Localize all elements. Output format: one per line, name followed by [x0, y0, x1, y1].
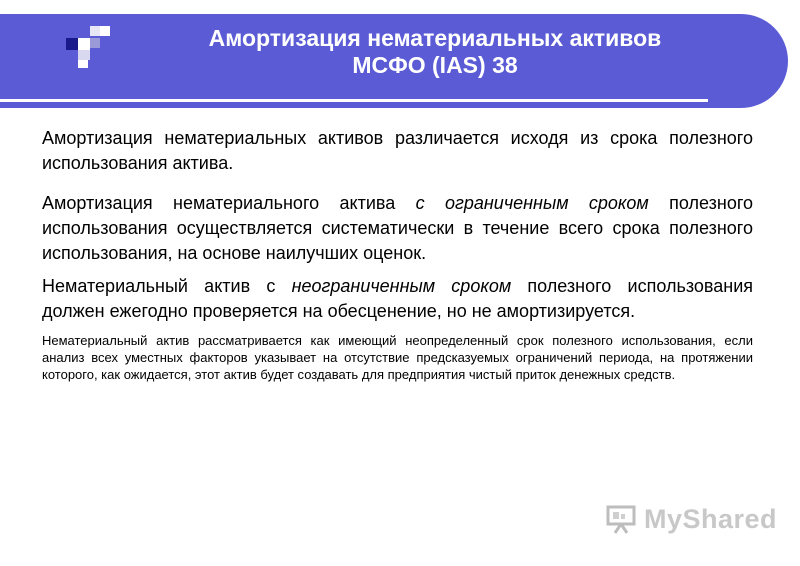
- paragraph-limited-term: [42, 191, 753, 266]
- watermark-text: MyShared: [644, 504, 778, 534]
- myshared-watermark: [606, 502, 778, 538]
- text-run: Амортизация нематериального актива: [42, 193, 416, 213]
- slide-body: [42, 126, 753, 383]
- text-run: Нематериальный актив с: [42, 276, 292, 296]
- emphasis-unlimited-term: неограниченным сроком: [291, 276, 512, 296]
- checker-squares-icon: [66, 24, 112, 70]
- text-run: полезного использования осуществляется систематически в течение всего срока полезного использования, на основе наилучших оценок.: [42, 193, 754, 263]
- emphasis-limited-term: с ограниченным сроком: [415, 193, 649, 213]
- page-title: [140, 25, 730, 79]
- text-run: полезного использования должен ежегодно проверяется на обесценение, но не амортизируется.: [42, 276, 753, 321]
- paragraph-unlimited-term: [42, 274, 753, 324]
- paragraph-indefinite-life-note: Нематериальный актив рассматривается как имеющий неопределенный срок полезного использования, если анализ всех уместных факторов указывает на отсутствие предсказуемых ограничений периода, на протяжении которого, как ожидается, этот актив будет создавать для предприятия чистый приток денежных средств.: [42, 333, 753, 382]
- presentation-board-icon: [606, 504, 638, 534]
- title-line-1: Амортизация нематериальных активов: [208, 25, 662, 51]
- title-line-2: МСФО (IAS) 38: [352, 52, 518, 78]
- banner-underline: [0, 99, 708, 102]
- paragraph-amortization-depends: Амортизация нематериальных активов различается исходя из срока полезного использования актива.: [42, 128, 753, 173]
